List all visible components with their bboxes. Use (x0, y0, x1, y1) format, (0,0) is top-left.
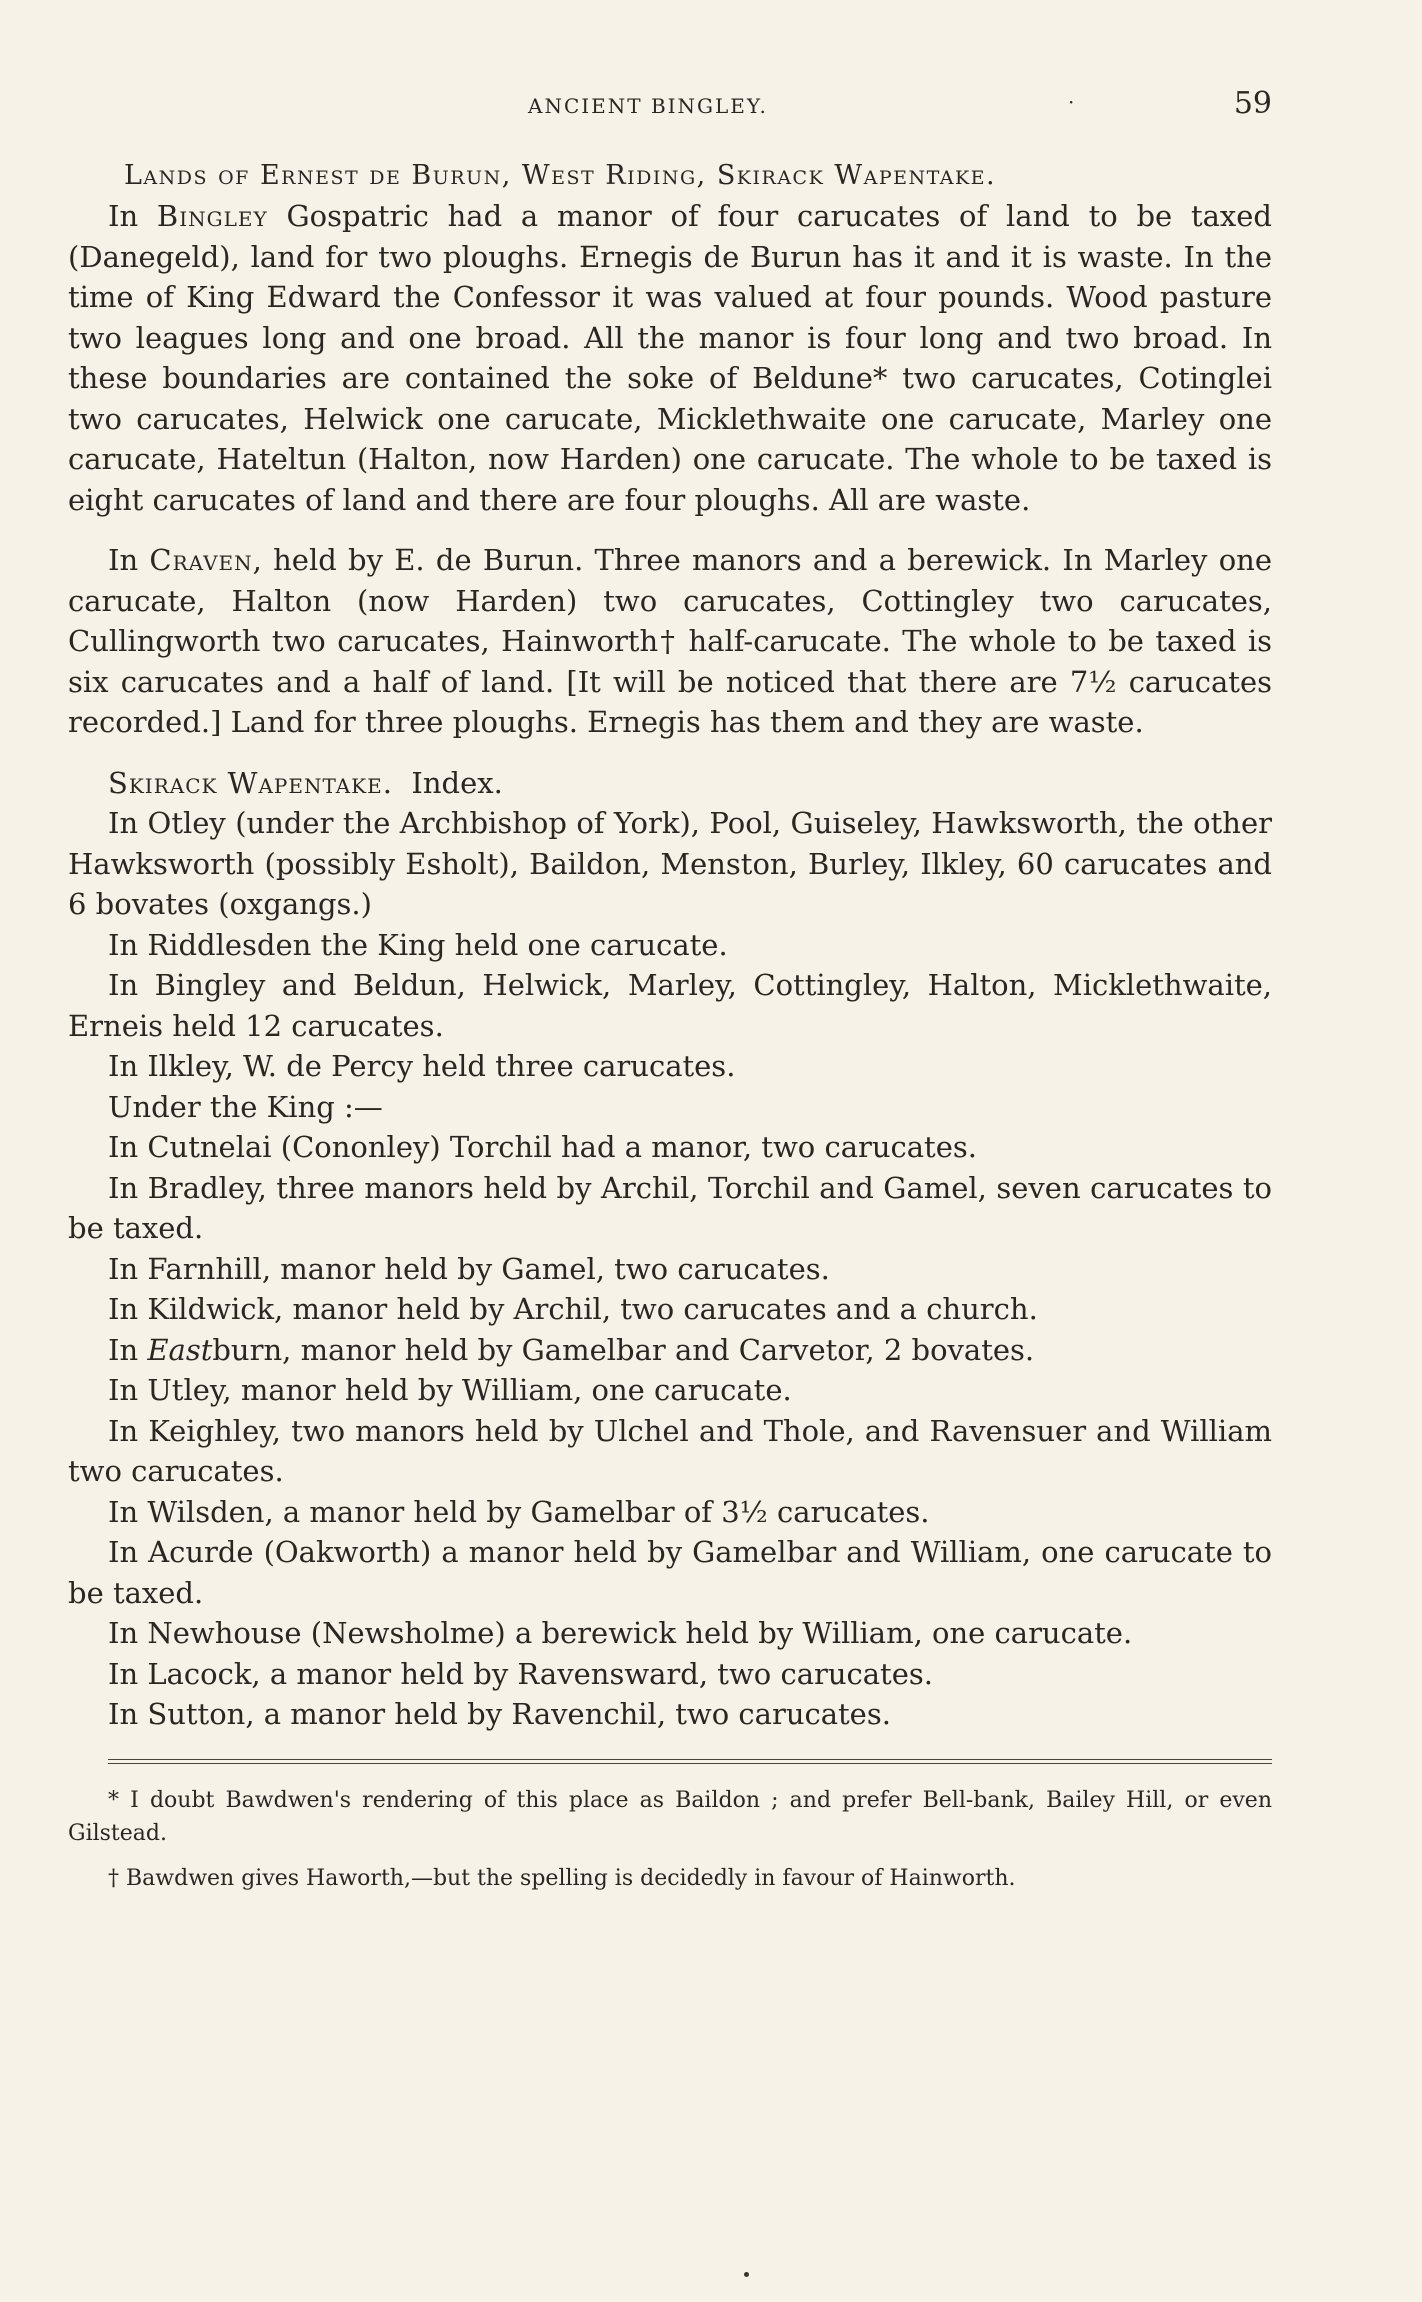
index-entry: In Sutton, a manor held by Ravenchil, two carucates. (108, 1697, 891, 1731)
paragraph-craven (68, 540, 1272, 743)
section-heading: Lands of Ernest de Burun, West Riding, Skirack Wapentake. (124, 160, 997, 191)
index-entry: In Utley, manor held by William, one carucate. (108, 1373, 792, 1407)
skirack-index: Index. (411, 765, 503, 800)
paragraph-bingley (68, 196, 1272, 520)
index-entry-eastburn (68, 1330, 1272, 1371)
place-craven: Craven (149, 543, 253, 577)
book-page (68, 86, 1272, 1895)
index-entry: Under the King :— (108, 1089, 383, 1124)
running-header (68, 86, 1272, 126)
footnote-rule (108, 1759, 1272, 1764)
eastburn-rest: burn, manor held by Gamelbar and Carvetor, 2 bovates. (212, 1332, 1035, 1367)
index-entry: In Ilkley, W. de Percy held three carucates. (108, 1049, 736, 1083)
running-title: ANCIENT BINGLEY. (528, 94, 768, 118)
place-bingley: Bingley (156, 199, 268, 233)
paragraph-craven-text: , held by E. de Burun. Three manors and a berewick. In Marley one carucate, Halton (now Harden) two carucates, Cottingley two carucates, Cullingworth two carucates, Hainworth† half-carucate. The whole to be taxed is six carucates and a half of land. [It will be noticed that there are 7½ carucates recorded.] Land for three ploughs. Ernegis has them and they are waste. (68, 543, 1272, 739)
index-entry: In Bradley, three manors held by Archil, Torchil and Gamel, seven carucates to be taxed. (68, 1170, 1272, 1245)
index-entry: In Wilsden, a manor held by Gamelbar of 3½ carucates. (108, 1494, 930, 1529)
paragraph-craven-in: In (108, 543, 150, 577)
index-entry: In Acurde (Oakworth) a manor held by Gamelbar and William, one carucate to be taxed. (68, 1535, 1272, 1610)
index-entry: In Riddlesden the King held one carucate. (108, 927, 728, 962)
footnote-2: † Bawdwen gives Haworth,—but the spelling is decidedly in favour of Hainworth. (108, 1865, 1016, 1891)
footnote-1: * I doubt Bawdwen's rendering of this place as Baildon ; and prefer Bell-bank, Bailey Hill, or even Gilstead. (68, 1787, 1272, 1846)
header-dot: · (1068, 90, 1077, 114)
index-entry: In Otley (under the Archbishop of York), Pool, Guiseley, Hawksworth, the other Hawksworth (possibly Esholt), Baildon, Menston, Burley, Ilkley, 60 carucates and 6 bovates (oxgangs.) (68, 806, 1272, 921)
index-entry: In Keighley, two manors held by Ulchel and Thole, and Ravensuer and William two carucates. (68, 1413, 1272, 1488)
paragraph-bingley-text: Gospatric had a manor of four carucates of land to be taxed (Danegeld), land for two ploughs. Ernegis de Burun has it and it is waste. In the time of King Edward the Confessor it was valued at four pounds. Wood pasture two leagues long and one broad. All the manor is four long and two broad. In these boundaries are contained the soke of Beldune* two carucates, Cotinglei two carucates, Helwick one carucate, Micklethwaite one carucate, Marley one carucate, Hateltun (Halton, now Harden) one carucate. The whole to be taxed is eight carucates of land and there are four ploughs. All are waste. (68, 199, 1272, 517)
index-entry: In Farnhill, manor held by Gamel, two carucates. (108, 1251, 830, 1286)
index-entry: In Cutnelai (Cononley) Torchil had a manor, two carucates. (108, 1130, 977, 1164)
skirack-wapentake: Skirack Wapentake. (108, 765, 393, 800)
index-entry: In Lacock, a manor held by Ravensward, two carucates. (108, 1656, 933, 1691)
skirack-heading (68, 763, 1272, 804)
index-entry: In Bingley and Beldun, Helwick, Marley, Cottingley, Halton, Micklethwaite, Erneis held 12 carucates. (68, 968, 1272, 1043)
eastburn-in: In (108, 1332, 148, 1367)
index-entry: In Newhouse (Newsholme) a berewick held by William, one carucate. (108, 1616, 1133, 1650)
page-number: 59 (1233, 86, 1272, 121)
eastburn-italic: East (147, 1332, 213, 1367)
paragraph-bingley-in: In (108, 199, 157, 233)
print-speck (744, 2272, 749, 2277)
index-entry: In Kildwick, manor held by Archil, two carucates and a church. (108, 1292, 1038, 1326)
